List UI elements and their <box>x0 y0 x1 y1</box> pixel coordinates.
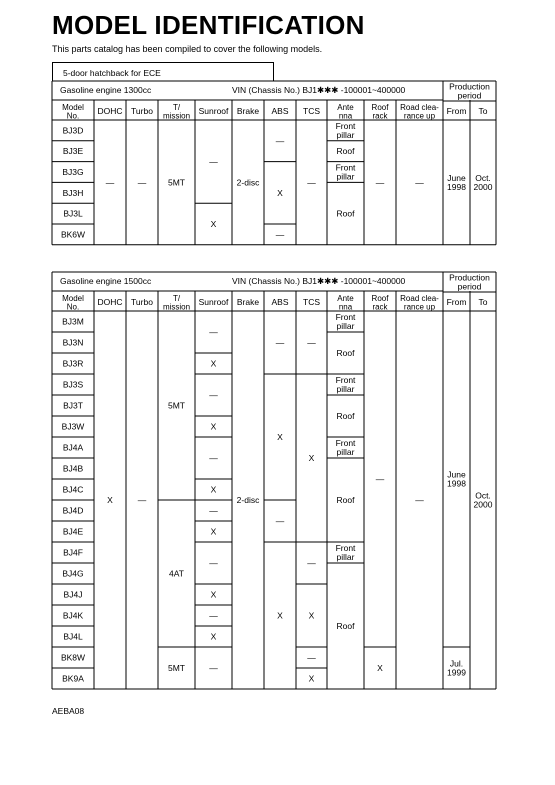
model-number: BK8W <box>60 652 86 663</box>
model-number: BJ3G <box>62 167 84 177</box>
road-clearance-header: rance up <box>403 111 436 121</box>
model-no-header: Model <box>62 102 84 112</box>
body-type-label: 5-door hatchback for ECE <box>52 62 274 81</box>
model-number: BK6W <box>60 229 86 240</box>
roof-rack-header: Roof <box>371 293 389 303</box>
production-to-value: Oct. <box>475 172 491 183</box>
model-number: BJ3M <box>62 316 84 327</box>
abs-value: — <box>275 229 285 240</box>
production-from-value: Jul. <box>449 658 464 669</box>
antenna-value: Front <box>335 162 356 173</box>
production-to-value: 2000 <box>473 499 493 510</box>
antenna-value: pillar <box>336 321 355 331</box>
antenna-value: Roof <box>336 621 355 631</box>
tcs-value: X <box>308 453 315 463</box>
turbo-header: Turbo <box>131 106 153 116</box>
antenna-value: Front <box>335 375 356 385</box>
transmission-header: mission <box>162 302 191 312</box>
antenna-value: pillar <box>336 129 355 140</box>
production-from-value: 1999 <box>447 667 466 678</box>
vin-label: VIN (Chassis No.) BJ1✱✱✱ -100001~400000 <box>232 276 406 286</box>
brake-header: Brake <box>236 297 260 307</box>
model-number: BJ3N <box>62 337 84 348</box>
antenna-value: pillar <box>336 384 355 394</box>
page-title: MODEL IDENTIFICATION <box>52 10 365 40</box>
sunroof-header: Sunroof <box>198 106 229 116</box>
antenna-value: Roof <box>336 495 355 505</box>
antenna-value: Roof <box>336 146 355 157</box>
production-from-value: 1998 <box>447 478 466 489</box>
transmission-header: T/ <box>172 102 181 112</box>
turbo-value: — <box>137 495 147 505</box>
model-number: BJ3D <box>62 125 84 136</box>
brake-value: 2-disc <box>236 177 260 188</box>
sunroof-header: Sunroof <box>198 297 229 307</box>
model-number: BJ4K <box>62 610 84 621</box>
antenna-value: Front <box>335 543 356 553</box>
model-number: BJ4F <box>63 547 83 558</box>
sunroof-value: X <box>210 526 217 537</box>
transmission-value: 5MT <box>168 663 185 673</box>
figure-code: AEBA08 <box>52 706 85 716</box>
model-number: BK9A <box>62 673 84 684</box>
engine-label: Gasoline engine 1300cc <box>60 85 152 95</box>
sunroof-value: — <box>209 156 218 167</box>
sunroof-value: — <box>209 663 218 673</box>
production-period-header: Production <box>449 81 490 92</box>
abs-value: X <box>277 187 283 198</box>
road-clearance-header: Road clea- <box>400 102 439 112</box>
tcs-header: TCS <box>303 106 320 116</box>
sunroof-value: — <box>209 453 218 463</box>
model-number: BJ3T <box>63 400 83 411</box>
sunroof-value: X <box>210 219 217 229</box>
dohc-header: DOHC <box>97 106 123 116</box>
production-period-header: period <box>457 90 482 101</box>
model-number: BJ4L <box>63 631 83 642</box>
abs-header: ABS <box>271 297 289 307</box>
page-subtitle: This parts catalog has been compiled to cover the following models. <box>52 44 323 54</box>
engine-label: Gasoline engine 1500cc <box>60 276 152 286</box>
antenna-value: Front <box>335 438 356 448</box>
antenna-value: pillar <box>336 171 355 182</box>
model-number: BJ4E <box>62 526 84 537</box>
roof-rack-value: — <box>375 177 385 188</box>
sunroof-value: X <box>210 421 217 432</box>
antenna-value: Front <box>335 120 356 131</box>
model-number: BJ3H <box>62 187 84 198</box>
to-header: To <box>478 297 488 307</box>
brake-header: Brake <box>236 106 260 116</box>
turbo-value: — <box>137 177 147 188</box>
dohc-value: — <box>105 177 115 188</box>
dohc-value: X <box>107 495 113 505</box>
model-no-header: No. <box>66 302 80 312</box>
abs-value: — <box>275 337 285 348</box>
tcs-value: X <box>308 673 315 684</box>
antenna-header: nna <box>338 302 353 312</box>
production-from-value: June <box>447 172 466 183</box>
sunroof-value: — <box>209 558 218 568</box>
production-to-value: Oct. <box>475 490 491 501</box>
brake-value: 2-disc <box>236 495 260 505</box>
road-clearance-value: — <box>415 177 424 188</box>
model-number: BJ4G <box>62 568 84 579</box>
tcs-value: — <box>307 558 316 568</box>
abs-value: — <box>275 135 285 146</box>
sunroof-value: X <box>210 589 217 600</box>
tcs-value: — <box>307 177 316 188</box>
dohc-header: DOHC <box>97 297 123 307</box>
roof-rack-value: X <box>377 663 383 673</box>
turbo-header: Turbo <box>131 297 153 307</box>
antenna-header: Ante <box>337 293 354 303</box>
production-period-header: Production <box>449 272 490 283</box>
roof-rack-header: Roof <box>371 102 389 112</box>
model-number: BJ3E <box>62 146 84 157</box>
model-no-header: No. <box>66 111 80 121</box>
antenna-header: Ante <box>337 102 354 112</box>
model-number: BJ3L <box>63 208 83 219</box>
antenna-value: Roof <box>336 411 355 421</box>
sunroof-value: X <box>210 631 217 642</box>
transmission-header: T/ <box>172 293 181 303</box>
model-number: BJ3W <box>61 421 85 432</box>
roof-rack-header: rack <box>372 111 388 121</box>
roof-rack-header: rack <box>372 302 388 312</box>
antenna-value: pillar <box>336 552 355 562</box>
model-number: BJ4J <box>63 589 83 600</box>
abs-value: X <box>277 610 283 621</box>
sunroof-value: X <box>210 484 217 495</box>
production-to-value: 2000 <box>473 181 493 192</box>
model-number: BJ4A <box>62 442 84 453</box>
sunroof-value: — <box>209 610 218 621</box>
production-from-value: June <box>447 469 466 480</box>
transmission-value: 5MT <box>168 400 185 411</box>
from-header: From <box>446 297 467 307</box>
road-clearance-header: Road clea- <box>400 293 439 303</box>
antenna-value: pillar <box>336 447 355 457</box>
abs-header: ABS <box>271 106 289 116</box>
model-number: BJ4D <box>62 505 84 516</box>
transmission-header: mission <box>162 111 191 121</box>
roof-rack-value: — <box>375 474 385 484</box>
sunroof-value: — <box>209 327 218 337</box>
antenna-header: nna <box>338 111 353 121</box>
antenna-value: Front <box>335 312 356 322</box>
model-no-header: Model <box>62 293 84 303</box>
tcs-value: — <box>307 652 316 663</box>
model-number: BJ4C <box>62 484 84 495</box>
transmission-value: 5MT <box>168 177 185 188</box>
tcs-value: X <box>308 610 315 621</box>
road-clearance-value: — <box>415 495 424 505</box>
production-from-value: 1998 <box>447 181 466 192</box>
vin-label: VIN (Chassis No.) BJ1✱✱✱ -100001~400000 <box>232 85 406 95</box>
model-number: BJ3S <box>62 379 84 390</box>
to-header: To <box>478 106 488 116</box>
production-period-header: period <box>457 281 482 292</box>
abs-value: X <box>277 432 283 442</box>
sunroof-value: X <box>210 358 217 369</box>
antenna-value: Roof <box>336 348 355 358</box>
model-number: BJ3R <box>62 358 84 369</box>
antenna-value: Roof <box>336 208 355 219</box>
abs-value: — <box>275 516 285 526</box>
from-header: From <box>446 106 467 116</box>
tcs-header: TCS <box>303 297 320 307</box>
transmission-value: 4AT <box>169 568 184 579</box>
sunroof-value: — <box>209 505 218 516</box>
tcs-value: — <box>307 337 316 348</box>
road-clearance-header: rance up <box>403 302 436 312</box>
sunroof-value: — <box>209 390 218 400</box>
model-number: BJ4B <box>62 463 84 474</box>
